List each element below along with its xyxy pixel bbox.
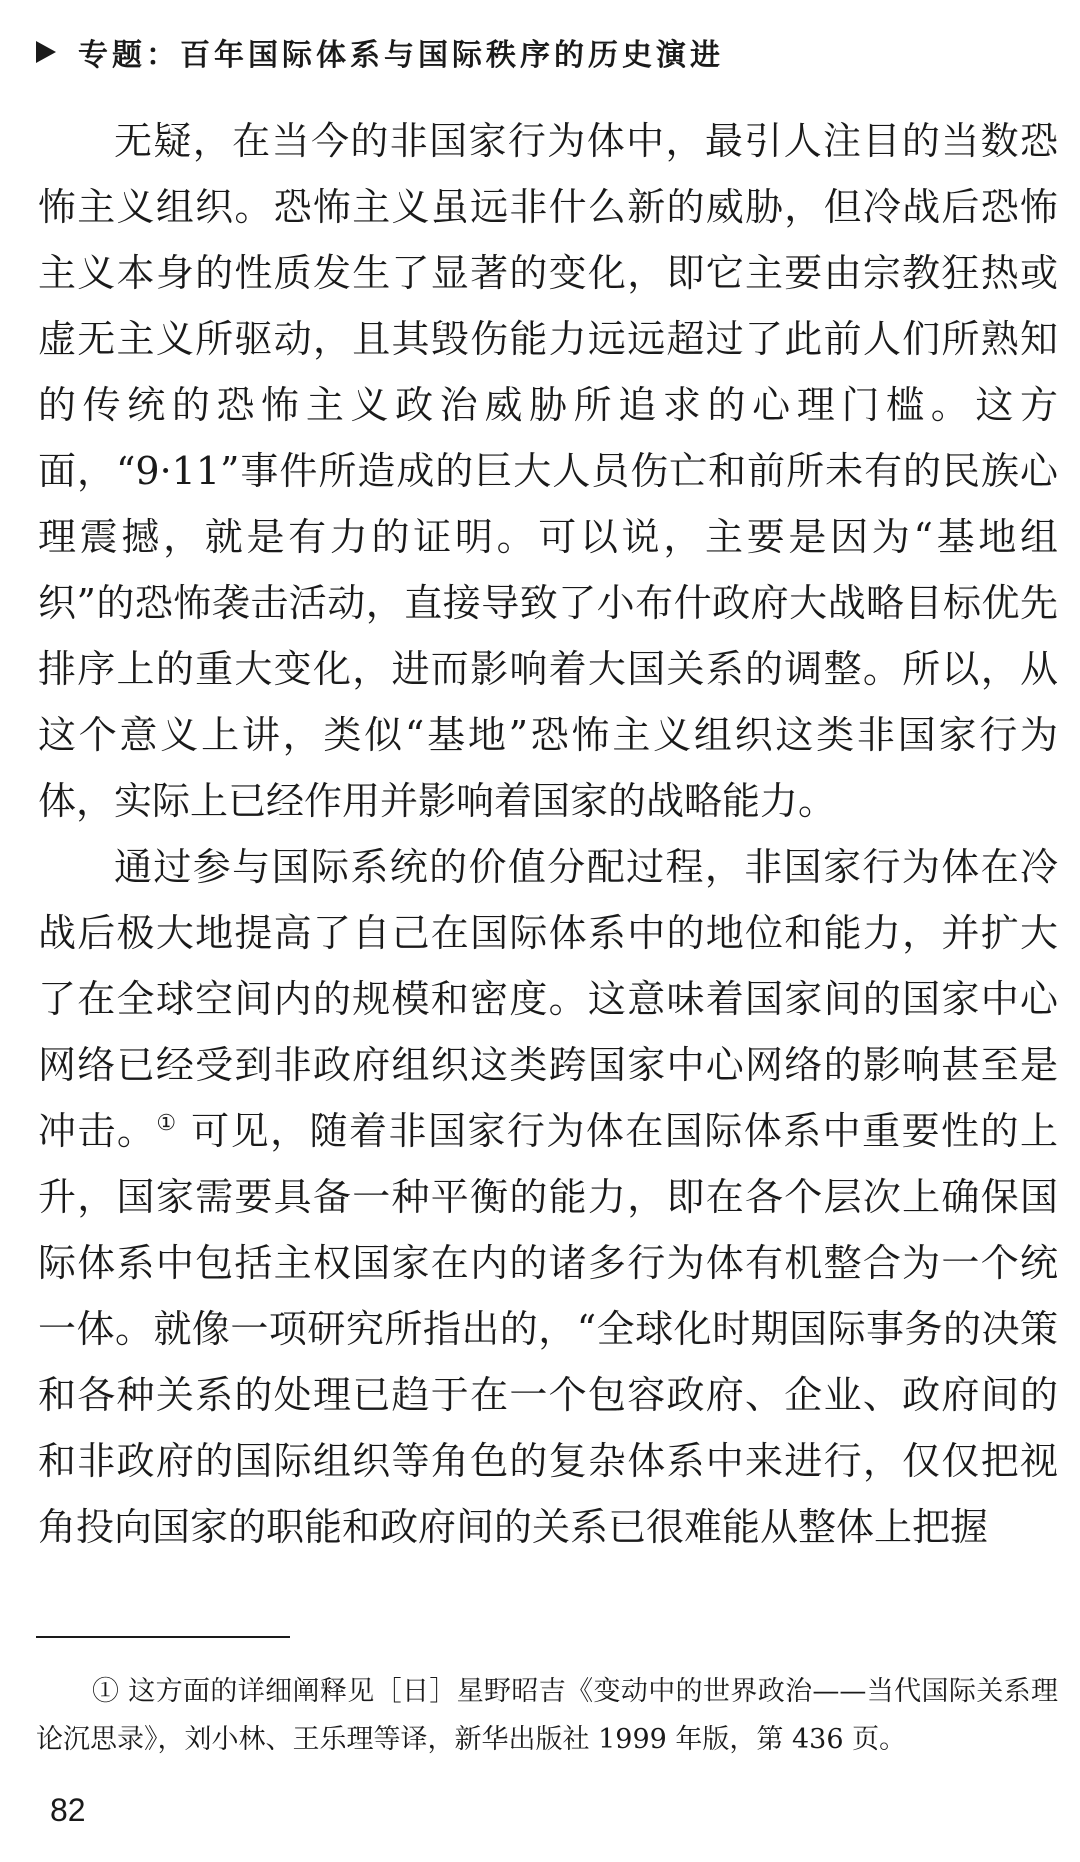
footnote-marker[interactable]: ① [156, 1111, 178, 1136]
page-number: 82 [50, 1792, 86, 1828]
paragraph-1: 无疑，在当今的非国家行为体中，最引人注目的当数恐怖主义组织。恐怖主义虽远非什么新的威胁，但冷战后恐怖主义本身的性质发生了显著的变化，即它主要由宗教狂热或虚无主义所驱动，且其毁伤能力远远超过了此前人们所熟知的传统的恐怖主义政治威胁所追求的心理门槛。这方面，“9·11”事件所造成的巨大人员伤亡和前所未有的民族心理震撼，就是有力的证明。可以说，主要是因为“基地组织”的恐怖袭击活动，直接导致了小布什政府大战略目标优先排序上的重大变化，进而影响着大国关系的调整。所以，从这个意义上讲，类似“基地”恐怖主义组织这类非国家行为体，实际上已经作用并影响着国家的战略能力。 [38, 119, 1058, 823]
header-title: 专题：百年国际体系与国际秩序的历史演进 [78, 38, 724, 73]
footnote: ① 这方面的详细阐释见［日］星野昭吉《变动中的世界政治——当代国际关系理论沉思录》，刘小林、王乐理等译，新华出版社 1999 年版，第 436 页。 [36, 1676, 1058, 1755]
play-arrow-icon [36, 41, 56, 63]
running-header [36, 30, 724, 74]
main-text [38, 108, 1058, 1560]
paragraph-2-part-1: 通过参与国际系统的价值分配过程，非国家行为体在冷战后极大地提高了自己在国际体系中的地位和能力，并扩大了在全球空间内的规模和密度。这意味着国家间的国家中心网络已经受到非政府组织这类跨国家中心网络的影响甚至是冲击。 [38, 845, 1058, 1153]
footnote-divider [36, 1636, 290, 1638]
paragraph-2 [38, 834, 1058, 1560]
paragraph-2-part-2: 可见，随着非国家行为体在国际体系中重要性的上升，国家需要具备一种平衡的能力，即在各个层次上确保国际体系中包括主权国家在内的诸多行为体有机整合为一个统一体。就像一项研究所指出的，“全球化时期国际事务的决策和各种关系的处理已趋于在一个包容政府、企业、政府间的和非政府的国际组织等角色的复杂体系中来进行，仅仅把视角投向国家的职能和政府间的关系已很难能从整体上把握 [38, 1109, 1058, 1549]
